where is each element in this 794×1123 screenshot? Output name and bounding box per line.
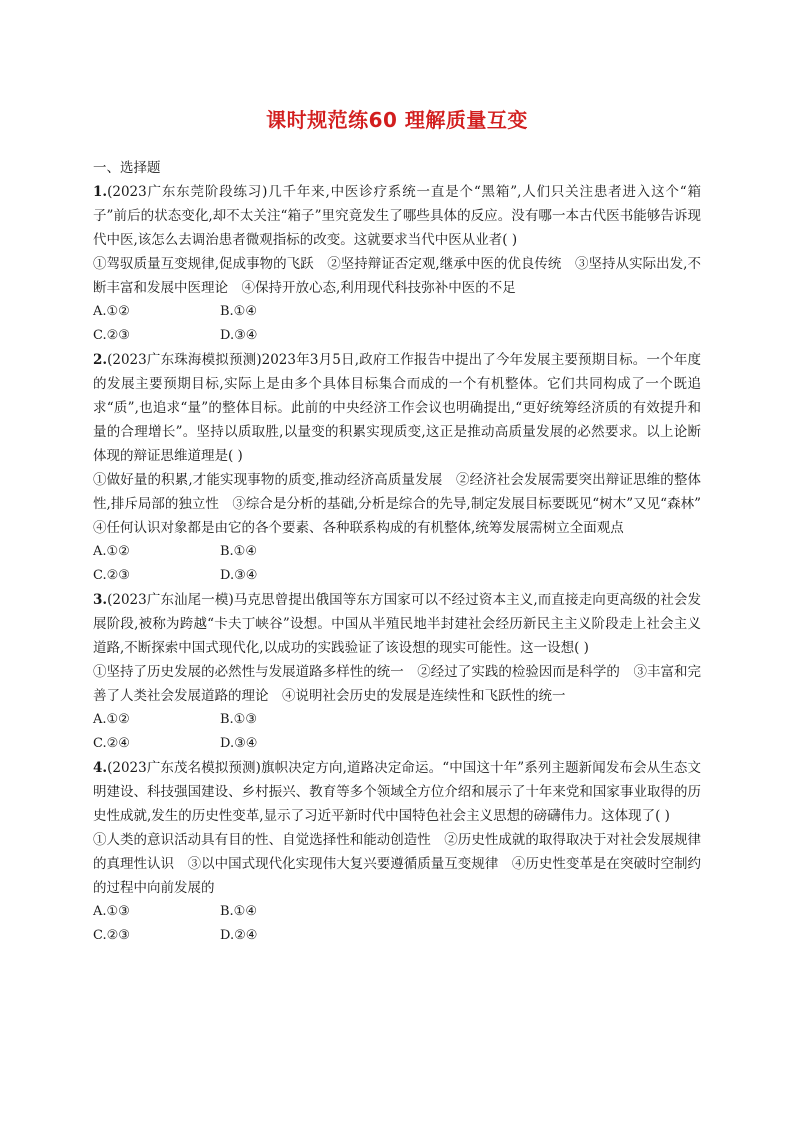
question-number: 4.: [93, 760, 108, 776]
option-b: B.①④: [220, 304, 257, 319]
option-c: C.②③: [93, 328, 130, 343]
option-b: B.①④: [220, 544, 257, 559]
question-text: [93, 180, 701, 252]
question-number: 3.: [93, 592, 108, 608]
answer-options: [93, 708, 701, 756]
question-3: [93, 588, 701, 756]
question-stem: (2023广东汕尾一模)马克思曾提出俄国等东方国家可以不经过资本主义,而直接走向更高级的社会发展阶段,被称为跨越“卡夫丁峡谷”设想。中国从半殖民地半封建社会经历新民主主义阶段走上社会主义道路,不断探索中国式现代化,以成功的实践验证了该设想的现实可能性。这一设想( ): [93, 592, 701, 656]
document-title: 课时规范练60 理解质量互变: [266, 108, 528, 132]
question-stem: (2023广东茂名模拟预测)旗帜决定方向,道路决定命运。“中国这十年”系列主题新闻发布会从生态文明建设、科技强国建设、乡村振兴、教育等多个领域全方位介绍和展示了十年来党和国家事业取得的历史性成就,发生的历史性变革,显示了习近平新时代中国特色社会主义思想的磅礴伟力。这体现了( ): [93, 760, 701, 824]
option-d: D.③④: [220, 328, 258, 343]
question-stem: (2023广东珠海模拟预测)2023年3月5日,政府工作报告中提出了今年发展主要预期目标。一个年度的发展主要预期目标,实际上是由多个具体目标集合而成的一个有机整体。它们共同构成了一个既追求“质”,也追求“量”的整体目标。此前的中央经济工作会议也明确提出,“更好统筹经济质的有效提升和量的合理增长”。坚持以质取胜,以量变的积累实现质变,这正是推动高质量发展的必然要求。以上论断体现的辩证思维道理是( ): [93, 352, 701, 464]
question-2: [93, 348, 715, 588]
option-a: A.①②: [93, 712, 130, 727]
question-text: [93, 756, 701, 828]
option-c: C.②③: [93, 928, 130, 943]
question-statements: ①坚持了历史发展的必然性与发展道路多样性的统一 ②经过了实践的检验因而是科学的 ③丰富和完善了人类社会发展道路的理论 ④说明社会历史的发展是连续性和飞跃性的统一: [93, 664, 701, 704]
question-statements: ①人类的意识活动具有目的性、自觉选择性和能动创造性 ②历史性成就的取得取决于对社会发展规律的真理性认识 ③以中国式现代化实现伟大复兴要遵循质量互变规律 ④历史性变革是在突破时空制约的过程中向前发展的: [93, 832, 701, 896]
question-text: [93, 348, 701, 468]
option-d: D.③④: [220, 568, 258, 583]
question-number: 2.: [93, 352, 108, 368]
answer-options: [93, 900, 701, 948]
option-b: B.①④: [220, 904, 257, 919]
question-statements: ①做好量的积累,才能实现事物的质变,推动经济高质量发展 ②经济社会发展需要突出辩证思维的整体性,排斥局部的独立性 ③综合是分析的基础,分析是综合的先导,制定发展目标要既见“树木”又见“森林” ④任何认识对象都是由它的各个要素、各种联系构成的有机整体,统筹发展需树立全面观点: [93, 472, 715, 536]
answer-options: [93, 540, 701, 588]
option-a: A.①③: [93, 904, 130, 919]
question-1: [93, 180, 701, 348]
option-d: D.②④: [220, 928, 258, 943]
question-stem: (2023广东东莞阶段练习)几千年来,中医诊疗系统一直是个“黑箱”,人们只关注患者进入这个“箱子”前后的状态变化,却不太关注“箱子”里究竟发生了哪些具体的反应。没有哪一本古代医书能够告诉现代中医,该怎么去调治患者微观指标的改变。这就要求当代中医从业者( ): [93, 184, 701, 248]
option-a: A.①②: [93, 304, 130, 319]
option-c: C.②③: [93, 568, 130, 583]
question-4: [93, 756, 701, 948]
question-statements: ①驾驭质量互变规律,促成事物的飞跃 ②坚持辩证否定观,继承中医的优良传统 ③坚持从实际出发,不断丰富和发展中医理论 ④保持开放心态,利用现代科技弥补中医的不足: [93, 256, 701, 296]
option-c: C.②④: [93, 736, 130, 751]
option-b: B.①③: [220, 712, 257, 727]
option-a: A.①②: [93, 544, 130, 559]
question-text: [93, 588, 701, 660]
answer-options: [93, 300, 701, 348]
section-title: 一、选择题: [93, 160, 161, 176]
question-number: 1.: [93, 184, 108, 200]
option-d: D.③④: [220, 736, 258, 751]
